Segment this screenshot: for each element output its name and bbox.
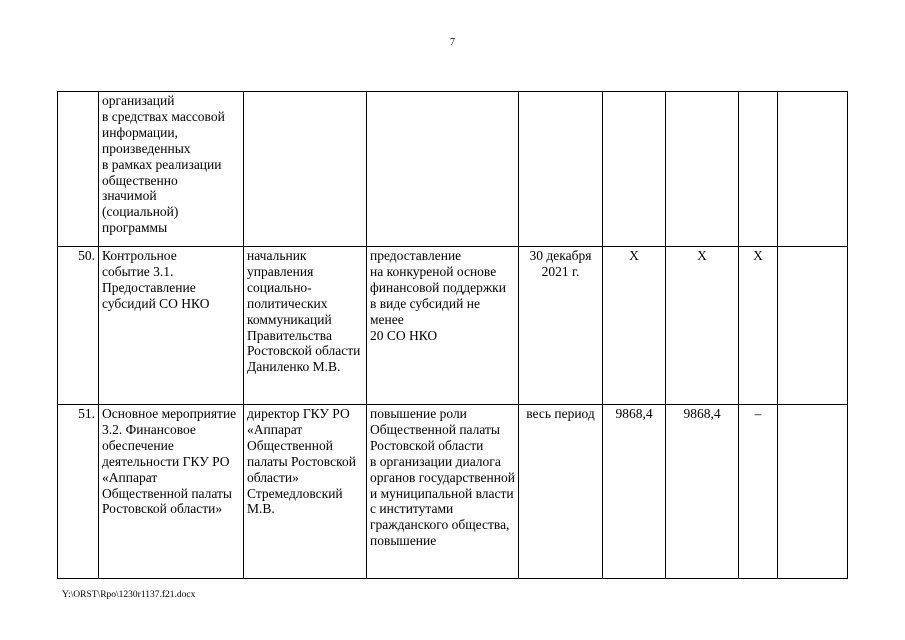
responsible-cell: директор ГКУ РО «Аппарат Общественной палаты Ростовской области» Стремедловский М.В.	[244, 405, 367, 579]
value-cell-1: 9868,4	[603, 405, 666, 579]
event-cell: Основное мероприятие 3.2. Финансовое обеспечение деятельности ГКУ РО «Аппарат Общественной палаты Ростовской области»	[99, 405, 244, 579]
value-cell-1	[603, 92, 666, 247]
row-number: 51.	[58, 405, 99, 579]
value-cell-2: 9868,4	[666, 405, 739, 579]
deadline-cell	[519, 92, 603, 247]
table-row	[58, 405, 848, 579]
event-cell: Контрольное событие 3.1. Предоставление субсидий СО НКО	[99, 247, 244, 405]
plan-table	[57, 91, 848, 579]
value-cell-4	[778, 92, 848, 247]
value-cell-4	[778, 405, 848, 579]
value-cell-2: Х	[666, 247, 739, 405]
value-cell-3	[739, 92, 778, 247]
result-cell: предоставление на конкуреной основе финансовой поддержки в виде субсидий не менее 20 СО НКО	[367, 247, 519, 405]
value-cell-1: Х	[603, 247, 666, 405]
event-cell: организаций в средствах массовой информации, произведенных в рамках реализации общественно значимой (социальной) программы	[99, 92, 244, 247]
row-number: 50.	[58, 247, 99, 405]
table-row	[58, 247, 848, 405]
table-row	[58, 92, 848, 247]
value-cell-3: Х	[739, 247, 778, 405]
file-path-footer: Y:\ORST\Rpo\1230r1137.f21.docx	[62, 590, 196, 600]
row-number	[58, 92, 99, 247]
value-cell-4	[778, 247, 848, 405]
value-cell-2	[666, 92, 739, 247]
value-cell-3: –	[739, 405, 778, 579]
responsible-cell: начальник управления социально-политических коммуникаций Правительства Ростовской области Даниленко М.В.	[244, 247, 367, 405]
deadline-cell: весь период	[519, 405, 603, 579]
result-cell	[367, 92, 519, 247]
responsible-cell	[244, 92, 367, 247]
deadline-cell: 30 декабря 2021 г.	[519, 247, 603, 405]
page-number: 7	[450, 37, 455, 48]
result-cell: повышение роли Общественной палаты Ростовской области в организации диалога органов государственной и муниципальной власти с институтами гражданского общества, повышение	[367, 405, 519, 579]
